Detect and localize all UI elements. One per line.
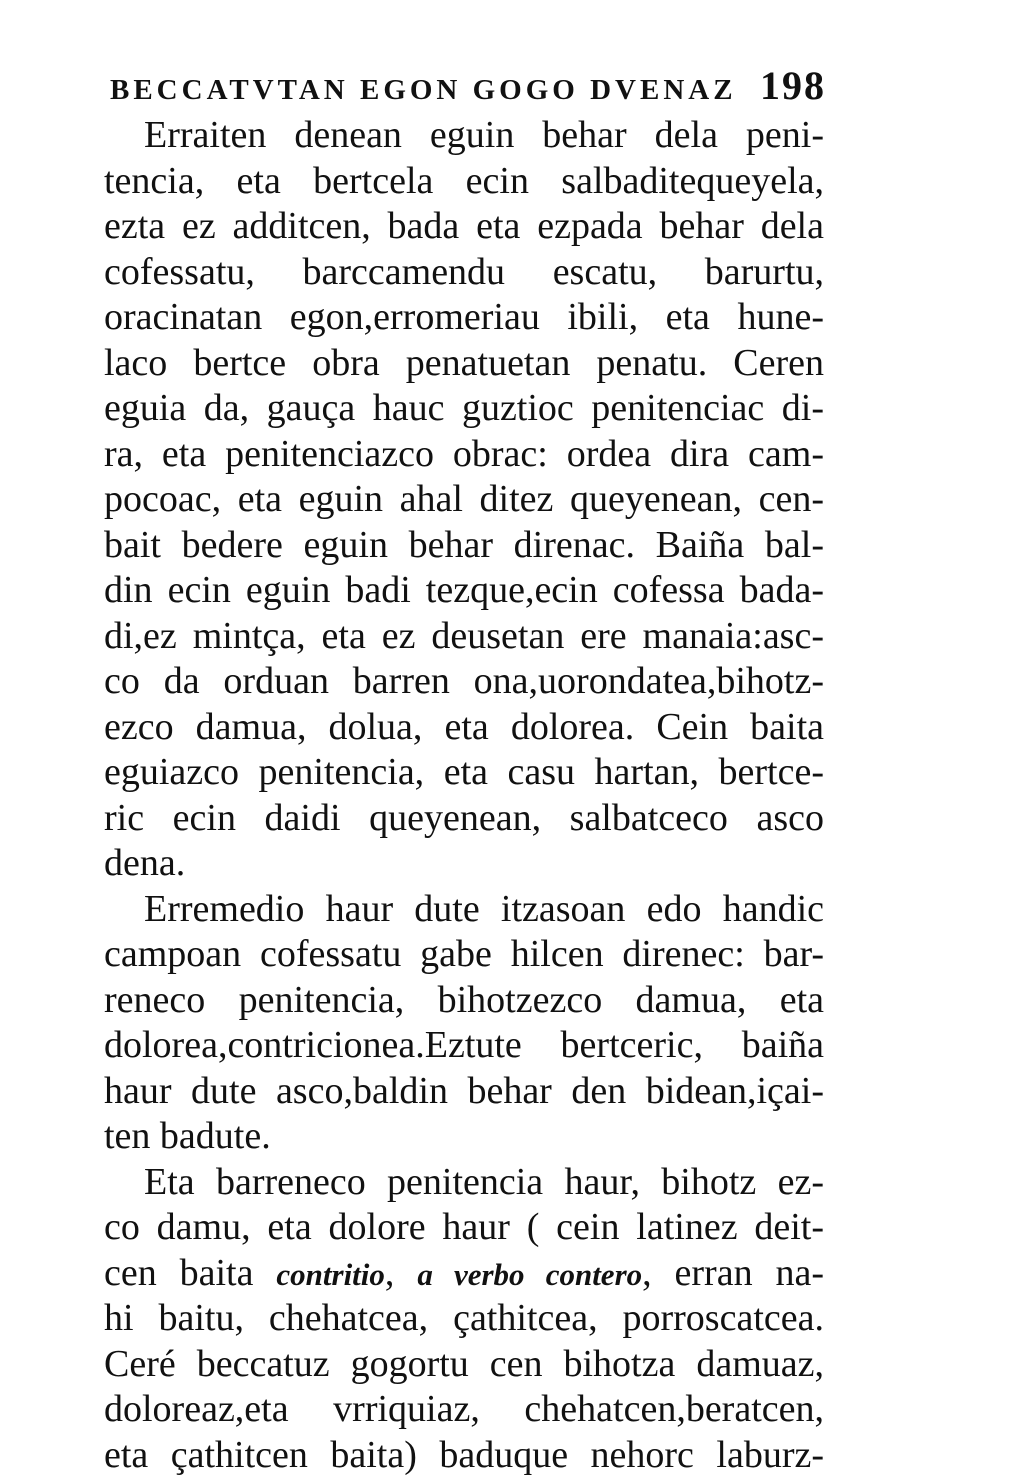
- body-text: [104, 113, 824, 1478]
- running-head: BECCATVTAN EGON GOGO DVENAZ: [110, 74, 737, 107]
- text-line: campoan cofessatu gabe hilcen direnec: bar-: [104, 932, 824, 978]
- text-run: cen baita: [104, 1252, 276, 1294]
- text-line: ezta ez additcen, bada eta ezpada behar dela: [104, 204, 824, 250]
- text-run: co damu, eta dolore haur ( cein latinez deit-: [104, 1206, 824, 1248]
- text-line: ten badute.: [104, 1114, 824, 1160]
- text-line: [104, 1433, 824, 1478]
- text-run: eta çathitcen baita) baduque nehorc laburz-: [104, 1434, 824, 1476]
- text-line: Erremedio haur dute itzasoan edo handic: [104, 887, 824, 933]
- text-line: eguia da, gauça hauc guztioc penitenciac di-: [104, 386, 824, 432]
- text-line: co da orduan barren ona,uorondatea,bihotz-: [104, 659, 824, 705]
- text-line: din ecin eguin badi tezque,ecin cofessa bada-: [104, 568, 824, 614]
- text-line: bait bedere eguin behar direnac. Baiña bal-: [104, 523, 824, 569]
- text-line: di,ez mintça, eta ez deusetan ere manaia:asc-: [104, 614, 824, 660]
- text-run: Eta barreneco penitencia haur, bihotz ez-: [144, 1161, 824, 1203]
- text-line: tencia, eta bertcela ecin salbaditequeyela,: [104, 159, 824, 205]
- text-line: cofessatu, barccamendu escatu, barurtu,: [104, 250, 824, 296]
- latin-phrase: contritio: [276, 1257, 385, 1292]
- text-run: hi baitu, chehatcea, çathitcea, porroscatcea.: [104, 1297, 824, 1339]
- text-run: Ceré beccatuz gogortu cen bihotza damuaz,: [104, 1343, 824, 1385]
- text-line: oracinatan egon,erromeriau ibili, eta hune-: [104, 295, 824, 341]
- text-run: ,: [385, 1252, 417, 1294]
- page-number: 198: [760, 62, 826, 109]
- text-line: [104, 1387, 824, 1433]
- text-run: , erran na-: [642, 1252, 824, 1294]
- page-header: [110, 62, 826, 106]
- text-line: dena.: [104, 841, 824, 887]
- latin-phrase: a verbo contero: [417, 1257, 642, 1292]
- text-line: ra, eta penitenciazco obrac: ordea dira cam-: [104, 432, 824, 478]
- text-line: haur dute asco,baldin behar den bidean,içai-: [104, 1069, 824, 1115]
- text-line: reneco penitencia, bihotzezco damua, eta: [104, 978, 824, 1024]
- paragraph-3: [104, 1160, 824, 1478]
- text-line: ric ecin daidi queyenean, salbatceco asco: [104, 796, 824, 842]
- text-line: laco bertce obra penatuetan penatu. Ceren: [104, 341, 824, 387]
- text-line: Erraiten denean eguin behar dela peni-: [104, 113, 824, 159]
- text-line: dolorea,contricionea.Eztute bertceric, baiña: [104, 1023, 824, 1069]
- text-run: doloreaz,eta vrriquiaz, chehatcen,beratcen,: [104, 1388, 824, 1430]
- text-line: [104, 1342, 824, 1388]
- paragraph-1: [104, 113, 824, 887]
- text-line: pocoac, eta eguin ahal ditez queyenean, cen-: [104, 477, 824, 523]
- text-line: [104, 1251, 824, 1297]
- text-line: [104, 1160, 824, 1206]
- text-line: ezco damua, dolua, eta dolorea. Cein baita: [104, 705, 824, 751]
- text-line: eguiazco penitencia, eta casu hartan, bertce-: [104, 750, 824, 796]
- text-line: [104, 1205, 824, 1251]
- text-line: [104, 1296, 824, 1342]
- paragraph-2: [104, 887, 824, 1160]
